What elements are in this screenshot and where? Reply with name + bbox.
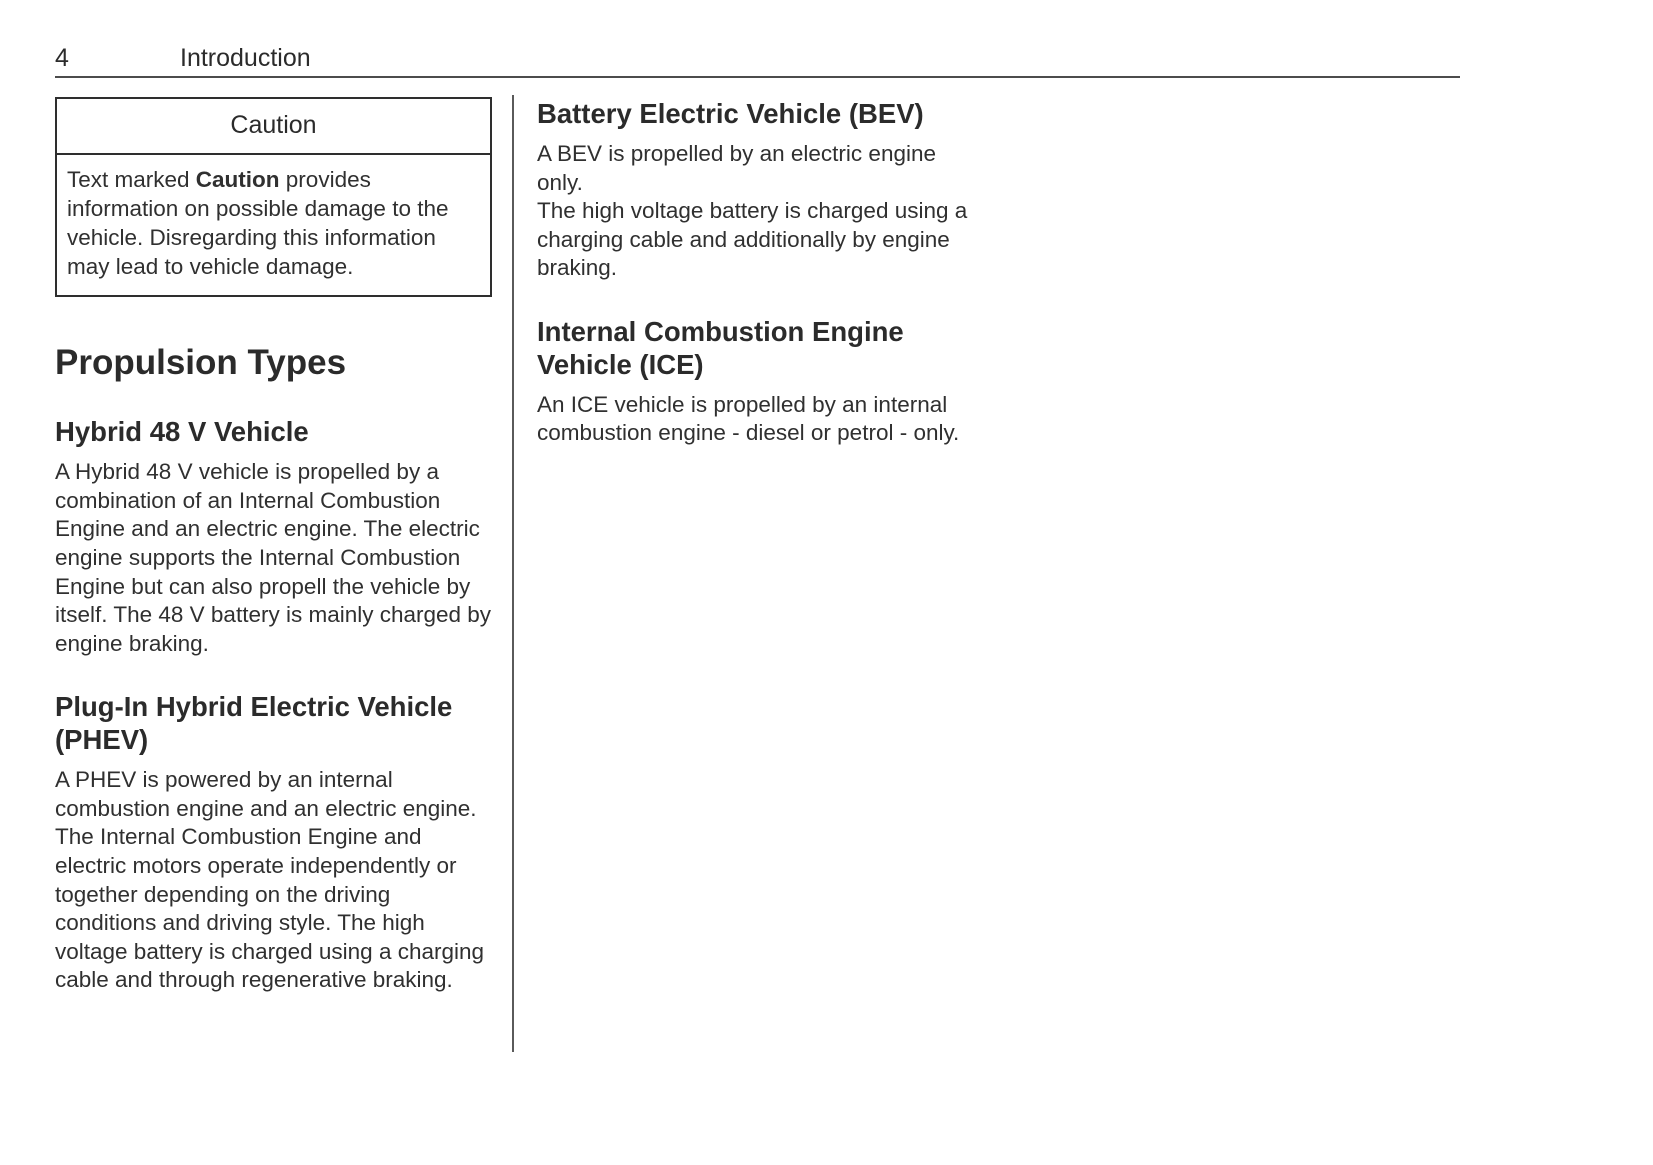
heading-bev: Battery Electric Vehicle (BEV) (537, 98, 924, 129)
column-divider-rule (512, 95, 514, 1052)
caution-body-keyword: Caution (195, 167, 280, 192)
section-title-propulsion-types: Propulsion Types (55, 343, 347, 383)
header-divider-rule (55, 76, 1460, 78)
caution-body (57, 155, 490, 295)
page-number: 4 (55, 44, 69, 72)
caution-body-rest: provides information on possible damage to the vehicle. Disregarding this information may lead to vehicle damage. (67, 167, 449, 280)
right-column (537, 97, 985, 448)
paragraph-hybrid-48v: A Hybrid 48 V vehicle is propelled by a combination of an Internal Combustion Engine and an electric engine. The electric engine supports the Internal Combustion Engine but can also propell the vehicle by itself. The 48 V battery is mainly charged by engine braking. (55, 459, 492, 656)
paragraph-bev-1: A BEV is propelled by an electric engine only. (537, 141, 936, 195)
heading-ice: Internal Combustion Engine Vehicle (ICE) (537, 315, 904, 380)
caution-body-prefix: Text marked (67, 167, 196, 192)
paragraph-phev: A PHEV is powered by an internal combustion engine and an electric engine. The Internal Combustion Engine and electric motors operate independently or together depending on the driving conditions and driving style. The high voltage battery is charged using a charging cable and through regenerative braking. (55, 767, 485, 993)
heading-hybrid-48v: Hybrid 48 V Vehicle (55, 416, 309, 448)
chapter-title: Introduction (180, 44, 311, 72)
caution-box (55, 97, 492, 297)
heading-phev: Plug-In Hybrid Electric Vehicle (PHEV) (55, 691, 453, 756)
caution-title: Caution (57, 99, 490, 155)
left-column (55, 97, 492, 995)
paragraph-bev-2: The high voltage battery is charged using a charging cable and additionally by engine braking. (537, 198, 968, 281)
paragraph-ice: An ICE vehicle is propelled by an internal combustion engine - diesel or petrol - only. (537, 391, 960, 446)
